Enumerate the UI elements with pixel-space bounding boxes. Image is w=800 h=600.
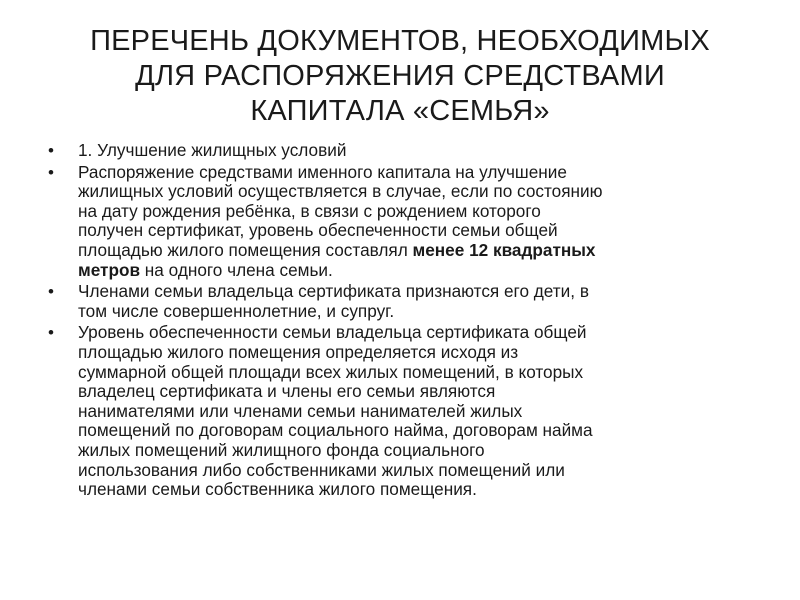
bullet-marker: •: [48, 141, 54, 160]
bullet-line: Уровень обеспеченности семьи владельца сертификата общей: [78, 322, 587, 343]
bullet-item: [40, 323, 760, 499]
bullet-line: Распоряжение средствами именного капитала на улучшение: [78, 161, 567, 182]
bullet-line: суммарной общей площади всех жилых помещений, в которых: [78, 361, 584, 382]
title-line: ПЕРЕЧЕНЬ ДОКУМЕНТОВ, НЕОБХОДИМЫХ: [90, 25, 710, 57]
emphasis-text: метров: [78, 259, 141, 280]
bullet-line: нанимателями или членами семьи нанимателей жилых: [78, 400, 523, 421]
title-line: КАПИТАЛА «СЕМЬЯ»: [250, 95, 550, 127]
slide-title: [40, 24, 760, 129]
bullet-line: получен сертификат, уровень обеспеченности семьи общей: [78, 220, 558, 241]
bullet-line: 1. Улучшение жилищных условий: [78, 140, 347, 160]
emphasis-text: менее 12 квадратных: [412, 239, 596, 260]
bullet-line-text: площадью жилого помещения составлял: [78, 239, 413, 260]
bullet-line: членами семьи собственника жилого помещения.: [78, 479, 477, 500]
bullet-line: площадью жилого помещения определяется исходя из: [78, 341, 519, 362]
title-line: ДЛЯ РАСПОРЯЖЕНИЯ СРЕДСТВАМИ: [135, 60, 665, 92]
bullet-line: на дату рождения ребёнка, в связи с рождением которого: [78, 200, 541, 221]
bullet-line: помещений по договорам социального найма, договорам найма: [78, 420, 593, 441]
bullet-line: [78, 241, 760, 261]
bullet-marker: •: [48, 162, 54, 182]
bullet-line: том числе совершеннолетние, и супруг.: [78, 300, 395, 321]
bullet-text: [78, 323, 760, 499]
bullet-text: [78, 282, 760, 321]
bullet-line: жилищных условий осуществляется в случае, если по состоянию: [78, 181, 603, 202]
bullet-line-text: на одного члена семьи.: [140, 259, 333, 280]
bullet-marker: •: [48, 323, 54, 343]
bullet-item: [40, 163, 760, 281]
bullet-line: использования либо собственниками жилых помещений или: [78, 459, 565, 480]
bullet-line: Членами семьи владельца сертификата признаются его дети, в: [78, 281, 589, 302]
bullet-text: [78, 141, 760, 161]
bullet-item: [40, 141, 760, 161]
bullet-item: [40, 282, 760, 321]
bullet-marker: •: [48, 282, 54, 302]
bullet-line: жилых помещений жилищного фонда социального: [78, 439, 485, 460]
bullet-text: [78, 163, 760, 281]
bullet-line: владелец сертификата и члены его семьи являются: [78, 381, 496, 402]
bullet-list: [40, 141, 760, 502]
bullet-line: [78, 261, 760, 281]
